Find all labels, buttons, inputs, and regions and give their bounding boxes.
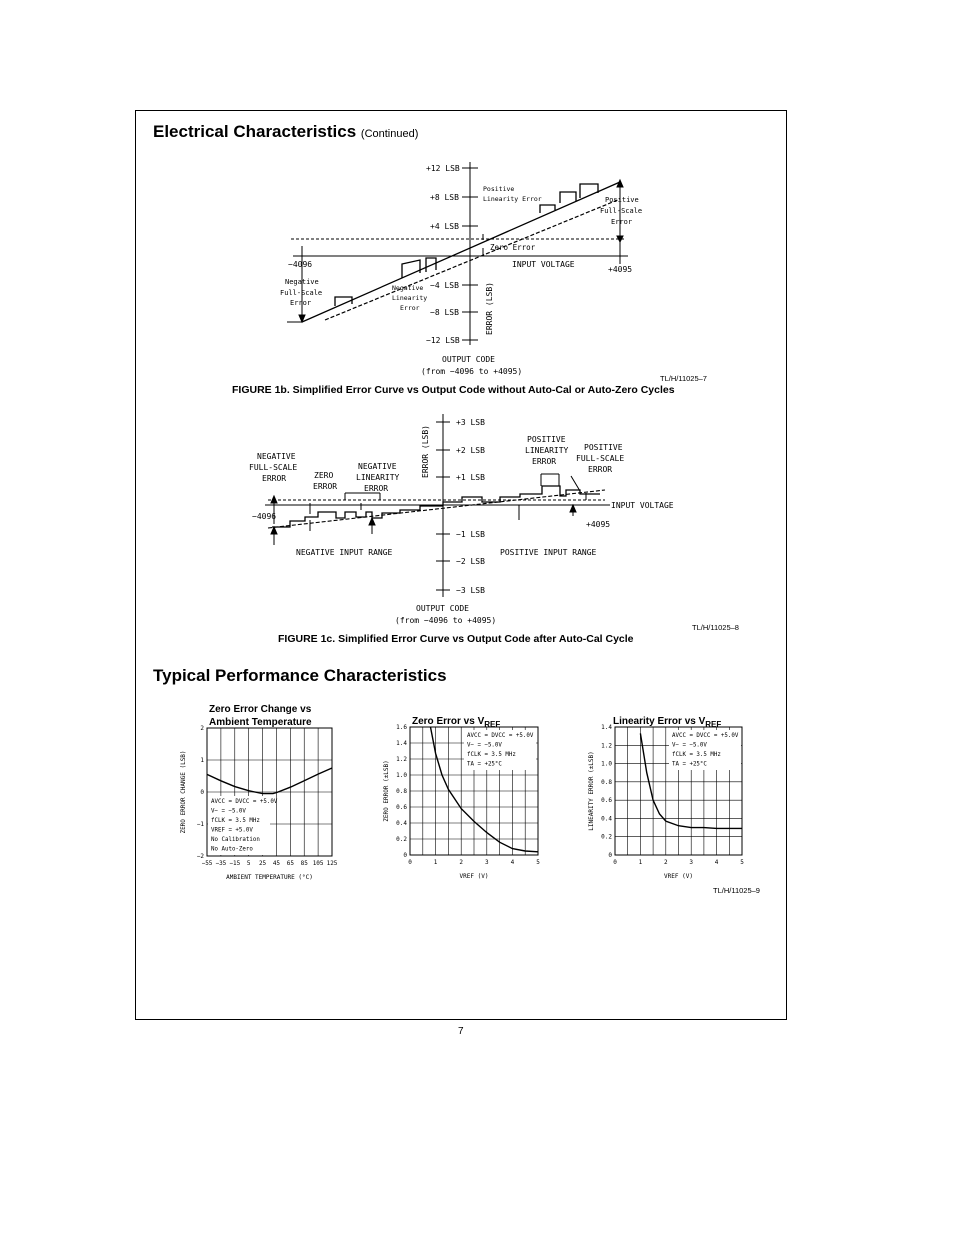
- x-tick-label: 25: [258, 860, 267, 867]
- fig1b-zero-error: Zero Error: [490, 243, 536, 252]
- x-tick-label: 1: [433, 859, 438, 866]
- condition-text: No Calibration: [211, 837, 260, 843]
- y-tick-label: 0.8: [601, 778, 612, 786]
- x-axis-label: VREF (V): [459, 873, 489, 880]
- fig1b-neg-fs: Full-Scale: [280, 289, 323, 297]
- y-tick-label: 1.0: [601, 760, 612, 768]
- fig1b-y-label: −12 LSB: [426, 336, 460, 345]
- fig1b-neg-fs: Negative: [285, 278, 319, 286]
- x-tick-label: 2: [459, 859, 464, 866]
- fig1c-zero: ZERO: [314, 471, 334, 480]
- fig1c-pos-range: POSITIVE INPUT RANGE: [500, 548, 597, 557]
- x-tick-label: 1: [638, 859, 643, 866]
- fig1c-y-label: −3 LSB: [456, 586, 485, 595]
- condition-text: AVCC = DVCC = +5.0V: [211, 799, 278, 805]
- section-title-electrical: Electrical Characteristics (Continued): [153, 122, 419, 141]
- fig1b-caption: FIGURE 1b. Simplified Error Curve vs Output Code without Auto-Cal or Auto-Zero Cycles: [232, 384, 675, 396]
- x-tick-label: 125: [326, 860, 338, 867]
- fig1c-y-label: −1 LSB: [456, 530, 485, 539]
- x-tick-label: 0: [613, 859, 617, 866]
- y-tick-label: 0: [608, 852, 612, 859]
- y-tick-label: 0: [403, 852, 407, 859]
- x-tick-label: 65: [286, 860, 294, 867]
- fig1b-y-label: +8 LSB: [430, 193, 459, 202]
- perf-ref: TL/H/11025–9: [713, 886, 760, 895]
- y-tick-label: 1.2: [601, 742, 612, 750]
- fig1c-y-label: −2 LSB: [456, 557, 485, 566]
- condition-text: V− = −5.0V: [672, 742, 707, 749]
- fig1b-pos-fs: Full-Scale: [600, 207, 643, 215]
- x-tick-label: 105: [312, 860, 324, 867]
- condition-text: VREF = +5.0V: [211, 827, 253, 834]
- x-axis-label: VREF (V): [664, 873, 693, 880]
- x-tick-label: 5: [740, 859, 744, 866]
- condition-text: No Auto-Zero: [211, 846, 253, 853]
- fig1c-pos-lin: LINEARITY: [525, 446, 569, 455]
- fig1c-output-range: (from −4096 to +4095): [395, 616, 497, 625]
- fig1b-y-label: −8 LSB: [430, 308, 459, 317]
- section-title-performance: Typical Performance Characteristics: [153, 666, 447, 685]
- y-tick-label: 1.6: [396, 724, 407, 731]
- y-tick-label: 1.4: [396, 740, 407, 747]
- chart2-title: Zero Error vs $V_{REF}$: [412, 716, 501, 729]
- fig1b-pos-lin: Positive: [483, 185, 515, 193]
- condition-text: TA = +25°C: [467, 761, 502, 768]
- fig1c-neg-range: NEGATIVE INPUT RANGE: [296, 548, 393, 557]
- fig1c-y-label: +1 LSB: [456, 473, 485, 482]
- y-tick-label: 2: [200, 725, 204, 732]
- y-tick-label: 0: [200, 789, 204, 796]
- fig1c-output-code: OUTPUT CODE: [416, 604, 469, 613]
- fig1c-y-label: +3 LSB: [456, 418, 485, 427]
- fig1b-error-axis: ERROR (LSB): [485, 282, 494, 335]
- y-tick-label: 1.0: [396, 772, 407, 779]
- fig1c-neg-fs: NEGATIVE: [257, 452, 296, 461]
- y-axis-label: ZERO ERROR CHANGE (LSB): [180, 750, 187, 834]
- x-tick-label: 85: [300, 860, 308, 867]
- fig1c-error-axis: ERROR (LSB): [421, 425, 430, 478]
- fig1c-pos-lin: ERROR: [532, 457, 557, 466]
- fig1c-neg-lin: ERROR: [364, 484, 389, 493]
- y-tick-label: 0.6: [396, 804, 407, 811]
- fig1b-pos-fs: Positive: [605, 196, 639, 204]
- fig1b-neg-lin: Negative: [392, 284, 424, 292]
- fig1c-left-code: −4096: [252, 512, 277, 521]
- fig1b-y-label: −4 LSB: [430, 281, 459, 290]
- y-tick-label: 0.4: [601, 815, 612, 823]
- fig1b-pos-fs: Error: [611, 218, 633, 226]
- fig1b-output-code: OUTPUT CODE: [442, 355, 495, 364]
- chart1-title-line: Zero Error Change vs: [209, 704, 312, 715]
- chart3-title: Linearity Error vs $V_{REF}$: [613, 716, 722, 729]
- y-tick-label: 0.2: [601, 833, 612, 841]
- condition-text: fCLK = 3.5 MHz: [672, 752, 721, 758]
- fig1b-output-range: (from −4096 to +4095): [421, 367, 523, 376]
- continued-label: (Continued): [360, 128, 419, 140]
- x-tick-label: 5: [536, 859, 540, 866]
- y-tick-label: 1.4: [601, 724, 612, 731]
- x-tick-label: 4: [714, 859, 719, 866]
- y-tick-label: 1.2: [396, 756, 407, 763]
- fig1c-neg-fs: ERROR: [262, 474, 287, 483]
- y-tick-label: 0.8: [396, 788, 407, 795]
- fig1b-input-voltage: INPUT VOLTAGE: [512, 260, 575, 269]
- x-tick-label: 0: [408, 859, 412, 866]
- condition-text: V− = −5.0V: [211, 808, 246, 815]
- condition-text: AVCC = DVCC = +5.0V: [467, 733, 534, 739]
- fig1c-neg-lin: LINEARITY: [356, 473, 400, 482]
- fig1c-neg-lin: NEGATIVE: [358, 462, 397, 471]
- fig1c-right-code: +4095: [586, 520, 611, 529]
- y-tick-label: 0.6: [601, 797, 612, 805]
- y-tick-label: 0.2: [396, 836, 407, 843]
- x-tick-label: −55: [201, 860, 213, 867]
- fig1c-neg-fs: FULL-SCALE: [249, 463, 298, 472]
- fig1b-left-code: −4096: [288, 260, 313, 269]
- condition-text: TA = +25°C: [672, 761, 707, 768]
- page-number: 7: [458, 1026, 464, 1037]
- fig1b-neg-lin: Error: [400, 304, 420, 312]
- fig1b-y-label: +12 LSB: [426, 164, 460, 173]
- x-tick-label: −15: [229, 860, 241, 867]
- fig1c-y-label: +2 LSB: [456, 446, 485, 455]
- condition-text: fCLK = 3.5 MHz: [211, 818, 260, 824]
- fig1c-pos-fs: ERROR: [588, 465, 613, 474]
- fig1b-neg-fs: Error: [290, 299, 312, 307]
- x-tick-label: 3: [689, 859, 694, 866]
- x-tick-label: 4: [510, 859, 515, 866]
- x-axis-label: AMBIENT TEMPERATURE (°C): [226, 874, 313, 881]
- condition-text: V− = −5.0V: [467, 742, 502, 749]
- x-tick-label: 45: [272, 860, 281, 867]
- fig1b-right-code: +4095: [608, 265, 633, 274]
- fig1b-neg-lin: Linearity: [392, 294, 428, 302]
- y-tick-label: 0.4: [396, 820, 407, 827]
- y-axis-label: ZERO ERROR (±LSB): [383, 760, 390, 822]
- fig1c-zero: ERROR: [313, 482, 338, 491]
- fig1c-pos-lin: POSITIVE: [527, 435, 566, 444]
- fig1c-caption: FIGURE 1c. Simplified Error Curve vs Output Code after Auto-Cal Cycle: [278, 633, 634, 645]
- chart1-title-line: Ambient Temperature: [209, 717, 312, 728]
- condition-text: fCLK = 3.5 MHz: [467, 752, 516, 758]
- x-tick-label: 3: [484, 859, 489, 866]
- x-tick-label: 2: [663, 859, 668, 866]
- fig1b-ref: TL/H/11025–7: [660, 374, 707, 383]
- fig1c-ref: TL/H/11025–8: [692, 623, 739, 632]
- fig1c-pos-fs: FULL-SCALE: [576, 454, 625, 463]
- y-tick-label: −2: [196, 853, 204, 860]
- fig1c-pos-fs: POSITIVE: [584, 443, 623, 452]
- fig1c-input-voltage: INPUT VOLTAGE: [611, 501, 674, 510]
- fig1b-y-label: +4 LSB: [430, 222, 459, 231]
- condition-text: AVCC = DVCC = +5.0V: [672, 733, 739, 739]
- y-tick-label: −1: [196, 821, 204, 828]
- x-tick-label: 5: [246, 860, 251, 867]
- y-axis-label: LINEARITY ERROR (±LSB): [588, 751, 595, 831]
- fig1b-pos-lin: Linearity Error: [483, 195, 542, 203]
- y-tick-label: 1: [200, 757, 204, 764]
- x-tick-label: −35: [215, 860, 227, 867]
